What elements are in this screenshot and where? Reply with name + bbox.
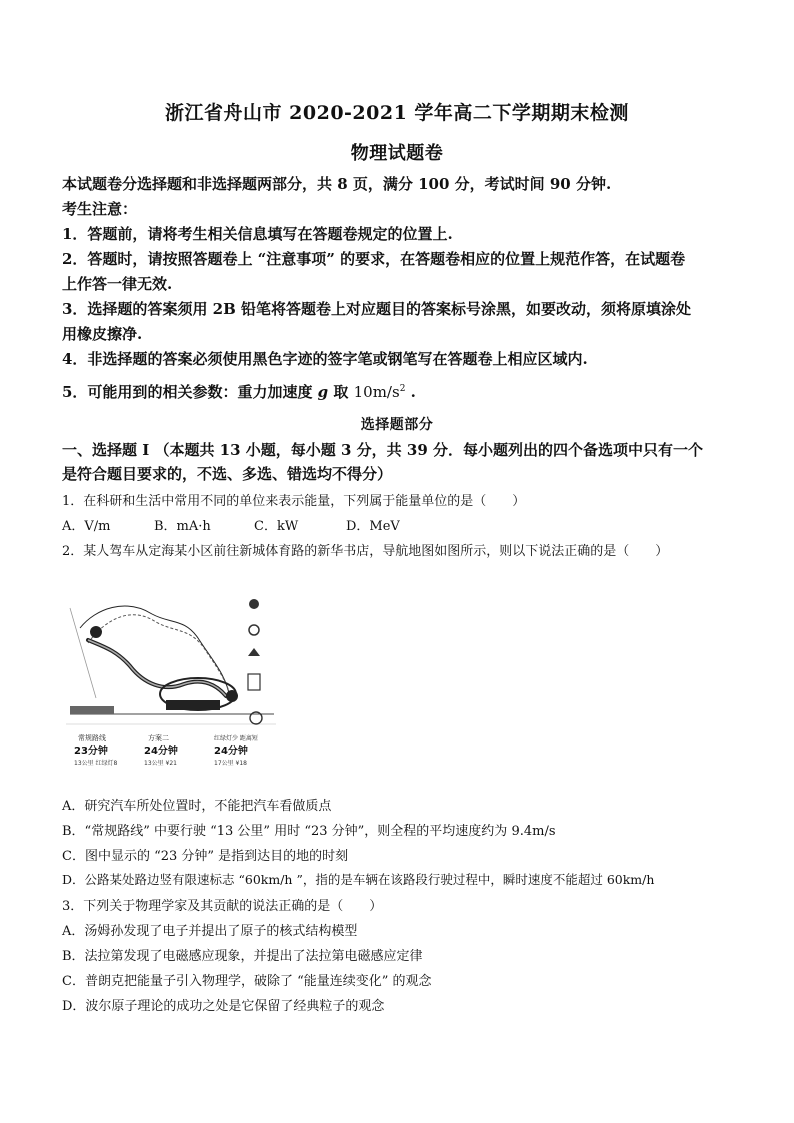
route-3-name: 红绿灯少 距离短 — [214, 735, 258, 742]
q3-option-d: D．波尔原子理论的成功之处是它保留了经典粒子的观念 — [62, 999, 385, 1014]
gravity-value: 10m/s — [353, 383, 400, 401]
route-2-time: 24分钟 — [144, 746, 178, 757]
q2-stem: 2．某人驾车从定海某小区前往新城体育路的新华书店，导航地图如图所示，则以下说法正确的是（ ） — [62, 544, 669, 559]
weather-icon — [249, 625, 259, 635]
q3-stem: 3．下列关于物理学家及其贡献的说法正确的是（ ） — [62, 899, 383, 914]
start-marker — [90, 626, 102, 638]
section-heading-b: 是符合题目要求的，不选、多选、错选均不得分） — [62, 465, 393, 483]
q1-option-a: A．V/m — [62, 519, 111, 534]
location-icon — [249, 599, 259, 609]
destination-label-box — [166, 700, 220, 710]
route-3-detail: 17公里 ¥18 — [214, 760, 247, 767]
notice-5-end: . — [405, 383, 416, 401]
route-3-time: 24分钟 — [214, 746, 248, 757]
section-heading-a: 一、选择题 I （本题共 13 小题，每小题 3 分，共 39 分．每小题列出的四个备选项中只有一个 — [62, 441, 703, 459]
gravity-symbol: g — [317, 383, 329, 401]
intro-line: 本试题卷分选择题和非选择题两部分，共 8 页，满分 100 分，考试时间 90 分钟. — [62, 175, 612, 193]
notice-heading: 考生注意： — [62, 200, 138, 218]
route-1-name: 常规路线 — [78, 734, 106, 742]
q3-option-a: A．汤姆孙发现了电子并提出了原子的核式结构模型 — [62, 924, 358, 939]
locate-icon — [250, 712, 262, 724]
notice-5 — [62, 381, 736, 402]
notice-3-line-a: 3．选择题的答案须用 2B 铅笔将答题卷上对应题目的答案标号涂黑，如要改动，须将原填涂处 — [62, 300, 692, 318]
route-1-time: 23分钟 — [74, 746, 108, 757]
layers-icon — [248, 674, 260, 690]
map-street-label — [70, 706, 114, 714]
route-2-name: 方案二 — [148, 734, 169, 742]
destination-marker — [226, 690, 238, 702]
notice-2-line-a: 2．答题时，请按照答题卷上 “注意事项” 的要求，在答题卷相应的位置上规范作答，在试题卷 — [62, 250, 686, 268]
q1-option-d: D．MeV — [346, 519, 400, 534]
route-1-detail: 13公里 红绿灯8 — [74, 760, 118, 767]
q2-option-a: A．研究汽车所处位置时，不能把汽车看做质点 — [62, 799, 332, 814]
notice-5-text: 5．可能用到的相关参数：重力加速度 — [62, 383, 318, 401]
q2-option-b: B．“常规路线” 中要行驶 “13 公里” 用时 “23 分钟”，则全程的平均速度约为 9.4m/s — [62, 824, 556, 839]
exam-title: 浙江省舟山市 2020-2021 学年高二下学期期末检测 — [165, 102, 629, 124]
notice-5-mid: 取 — [328, 383, 354, 401]
route-2-detail: 13公里 ¥21 — [144, 760, 177, 767]
q3-option-c: C．普朗克把能量子引入物理学，破除了 “能量连续变化” 的观念 — [62, 974, 432, 989]
q1-options — [62, 515, 736, 534]
notice-2-line-b: 上作答一律无效. — [62, 275, 173, 293]
section-title: 选择题部分 — [360, 417, 434, 433]
q1-stem: 1．在科研和生活中常用不同的单位来表示能量，下列属于能量单位的是（ ） — [62, 494, 526, 509]
notice-3-line-b: 用橡皮擦净. — [62, 325, 143, 343]
q1-option-c: C．kW — [254, 519, 299, 534]
q2-option-d: D．公路某处路边竖有限速标志 “60km/h ”，指的是车辆在该路段行驶过程中，瞬时速度不能超过 60km/h — [62, 872, 655, 887]
compass-icon — [248, 648, 260, 656]
exam-subtitle: 物理试题卷 — [350, 143, 444, 164]
q3-option-b: B．法拉第发现了电磁感应现象，并提出了法拉第电磁感应定律 — [62, 949, 423, 964]
gravity-exponent: 2 — [399, 384, 406, 394]
map-side-controls — [240, 596, 274, 726]
notice-1: 1．答题前，请将考生相关信息填写在答题卷规定的位置上. — [62, 225, 453, 243]
q2-option-c: C．图中显示的 “23 分钟” 是指到达目的地的时刻 — [62, 849, 349, 864]
q1-option-b: B．mA·h — [154, 519, 211, 534]
notice-4: 4．非选择题的答案必须使用黑色字迹的签字笔或钢笔写在答题卷上相应区域内. — [62, 350, 588, 368]
